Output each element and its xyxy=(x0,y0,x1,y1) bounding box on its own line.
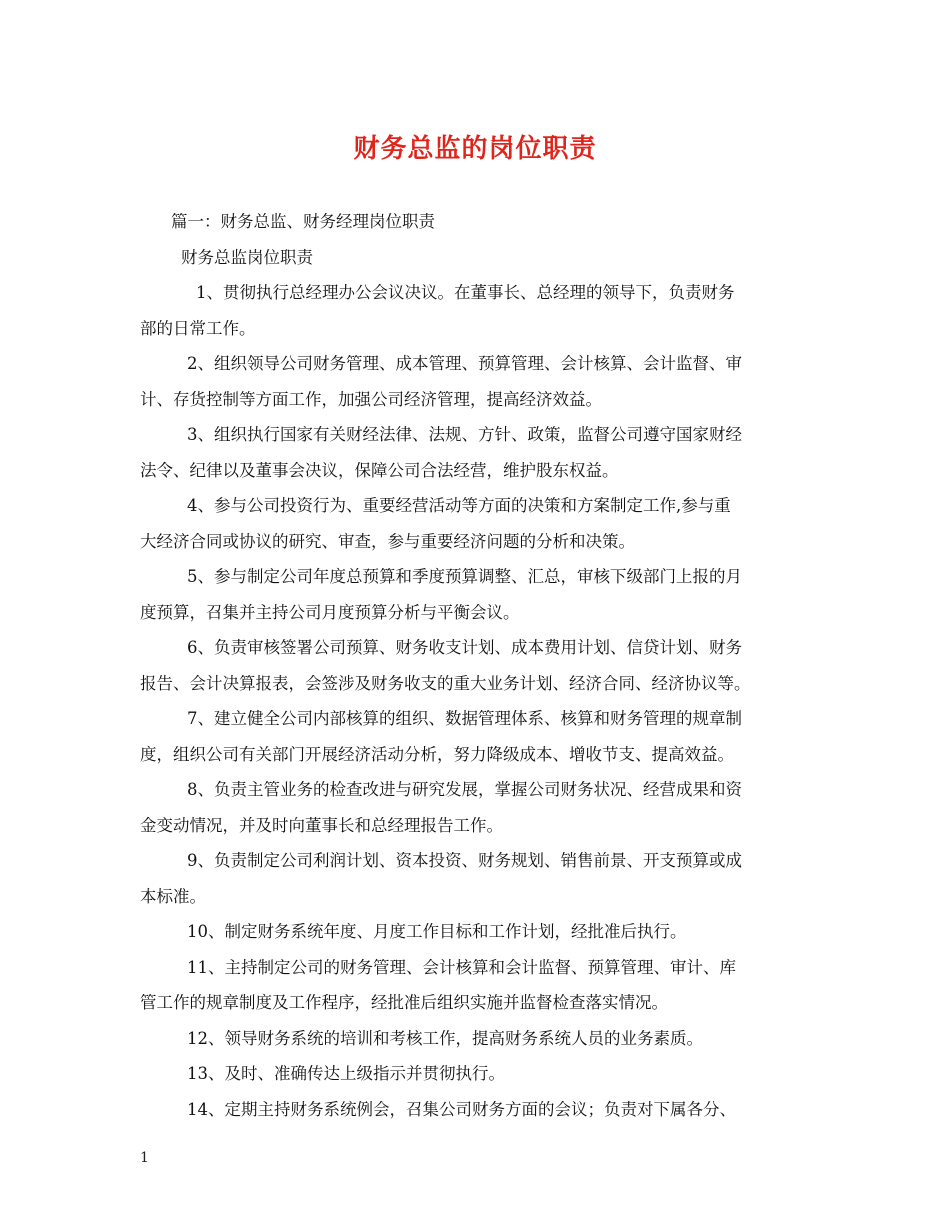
paragraph-line: 度预算，召集并主持公司月度预算分析与平衡会议。 xyxy=(140,602,520,622)
paragraph-line: 11、主持制定公司的财务管理、会计核算和会计监督、预算管理、审计、库 xyxy=(187,957,736,977)
paragraph-line: 报告、会计决算报表，会签涉及财务收支的重大业务计划、经济合同、经济协议等。 xyxy=(140,673,751,693)
paragraph-line: 4、参与公司投资行为、重要经营活动等方面的决策和方案制定工作,参与重 xyxy=(187,496,731,515)
section-heading: 篇一：财务总监、财务经理岗位职责 xyxy=(171,212,435,231)
document-title: 财务总监的岗位职责 xyxy=(353,134,597,164)
paragraph-line: 13、及时、准确传达上级指示并贯彻执行。 xyxy=(187,1064,505,1083)
paragraph-line: 9、负责制定公司利润计划、资本投资、财务规划、销售前景、开支预算或成 xyxy=(187,851,742,870)
paragraph-line: 10、制定财务系统年度、月度工作目标和工作计划，经批准后执行。 xyxy=(187,922,687,941)
paragraph-line: 3、组织执行国家有关财经法律、法规、方针、政策，监督公司遵守国家财经 xyxy=(187,425,742,444)
paragraph-line: 14、定期主持财务系统例会，召集公司财务方面的会议；负责对下属各分、 xyxy=(187,1099,736,1119)
paragraph-line: 法令、纪律以及董事会决议，保障公司合法经营，维护股东权益。 xyxy=(140,460,619,480)
paragraph-line: 1、贯彻执行总经理办公会议决议。在董事长、总经理的领导下，负责财务 xyxy=(196,283,735,302)
paragraph-line: 2、组织领导公司财务管理、成本管理、预算管理、会计核算、会计监督、审 xyxy=(187,354,742,373)
paragraph-line: 12、领导财务系统的培训和考核工作，提高财务系统人员的业务素质。 xyxy=(187,1028,703,1048)
paragraph-line: 部的日常工作。 xyxy=(140,318,256,338)
paragraph-line: 管工作的规章制度及工作程序，经批准后组织实施并监督检查落实情况。 xyxy=(140,993,668,1012)
paragraph-line: 8、负责主管业务的检查改进与研究发展，掌握公司财务状况、经营成果和资 xyxy=(187,780,742,799)
document-body xyxy=(140,204,816,1127)
paragraph-line: 6、负责审核签署公司预算、财务收支计划、成本费用计划、信贷计划、财务 xyxy=(187,638,742,657)
paragraph-line: 本标准。 xyxy=(140,886,206,906)
paragraph-line: 度，组织公司有关部门开展经济活动分析，努力降级成本、增收节支、提高效益。 xyxy=(140,744,734,764)
paragraph-line: 计、存货控制等方面工作，加强公司经济管理，提高经济效益。 xyxy=(140,389,602,409)
paragraph-line: 7、建立健全公司内部核算的组织、数据管理体系、核算和财务管理的规章制 xyxy=(187,709,742,728)
page-number: 1 xyxy=(140,1150,149,1166)
paragraph-line: 金变动情况，并及时向董事长和总经理报告工作。 xyxy=(140,815,503,835)
subsection-heading: 财务总监岗位职责 xyxy=(181,247,313,267)
paragraph-line: 5、参与制定公司年度总预算和季度预算调整、汇总，审核下级部门上报的月 xyxy=(187,567,742,586)
paragraph-line: 大经济合同或协议的研究、审查，参与重要经济问题的分析和决策。 xyxy=(140,531,635,551)
